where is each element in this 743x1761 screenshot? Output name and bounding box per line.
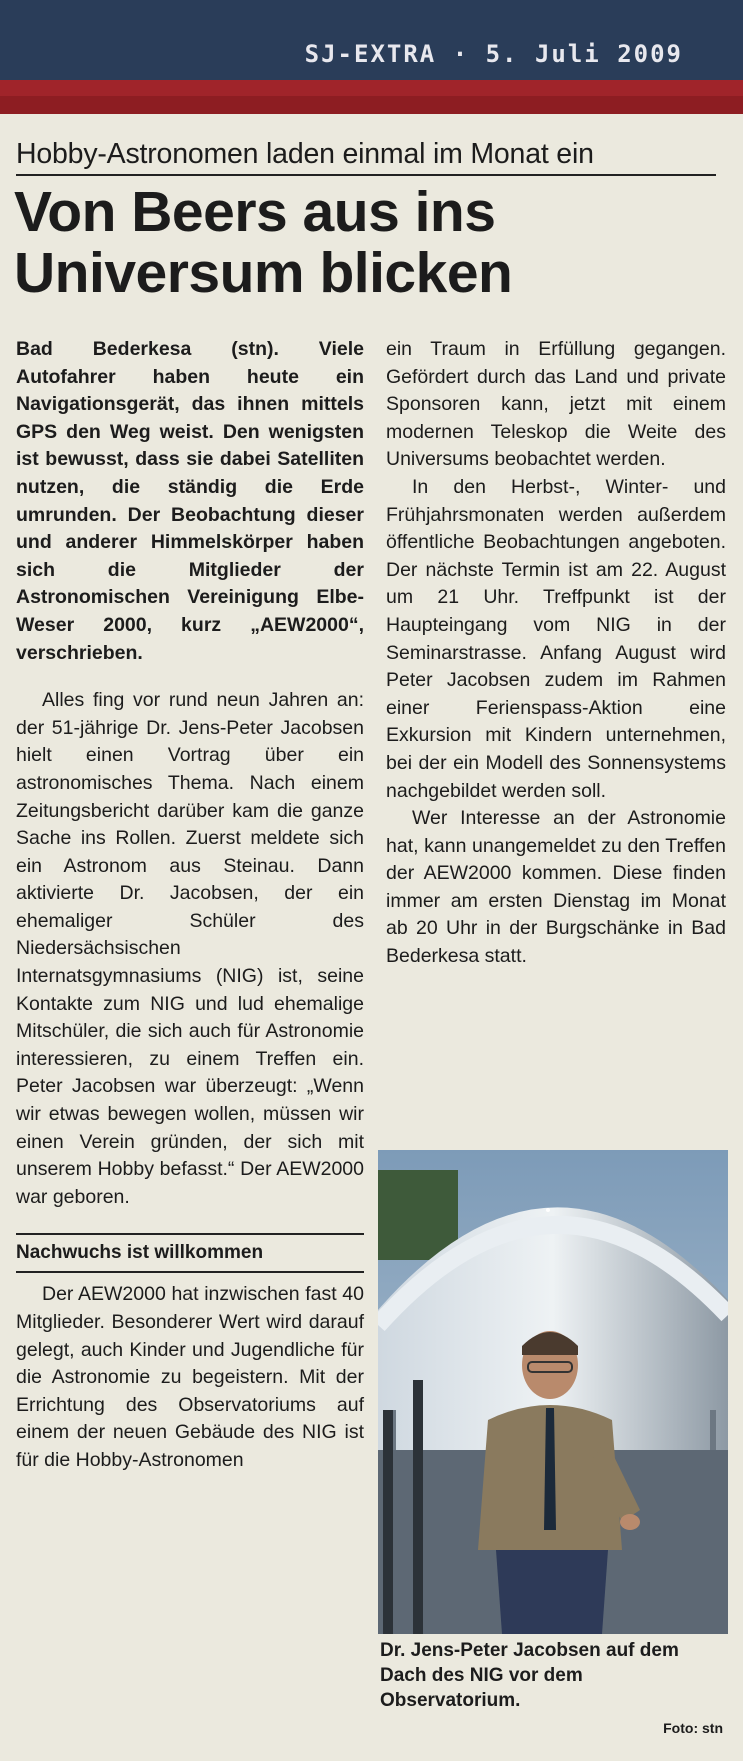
kicker: Hobby-Astronomen laden einmal im Monat ein [16, 138, 716, 176]
photo-illustration [378, 1150, 728, 1634]
article-column-1 [16, 336, 364, 1475]
photo-caption: Dr. Jens-Peter Jacobsen auf dem Dach des NIG vor dem Observatorium. [380, 1640, 679, 1711]
headline-line-2: Universum blicken [14, 241, 513, 305]
masthead-red-stripe-dark [0, 96, 743, 114]
headline [14, 182, 734, 304]
body-paragraph-1: Alles fing vor rund neun Jahren an: der 51-jährige Dr. Jens-Peter Jacobsen hielt einen Vortrag über ein astronomisches Thema. Nach einem Zeitungsbericht darüber kam die ganze Sache ins Rollen. Zuerst meldete sich ein Astronom aus Steinau. Dann aktivierte Dr. Jacobsen, der ein ehemaliger Schüler des Niedersächsischen Internatsgymnasiums (NIG) ist, seine Kontakte zum NIG und lud ehemalige Mitschüler, die sich auch für Astronomie interessieren, zu einem Treffen ein. Peter Jacobsen war überzeugt: „Wenn wir etwas bewegen wollen, müssen wir einen Verein gründen, der sich mit unserem Hobby befasst.“ Der AEW2000 war geboren. [16, 689, 364, 1208]
observatory-photo [378, 1150, 728, 1634]
photo-credit: Foto: stn [663, 1720, 723, 1736]
headline-line-1: Von Beers aus ins [14, 180, 496, 244]
lead-paragraph: Bad Bederkesa (stn). Viele Autofahrer haben heute ein Navigationsgerät, das ihnen mittels GPS den Weg weist. Den wenigsten ist bewusst, dass sie dabei Satelliten nutzen, die ständig die Erde umrunden. Der Beobachtung dieser und anderer Himmelskörper haben sich die Mitglieder der Astronomischen Vereinigung Elbe-Weser 2000, kurz „AEW2000“, verschrieben. [16, 338, 364, 664]
article-column-2 [386, 336, 726, 971]
body-paragraph-5: Wer Interesse an der Astronomie hat, kann unangemeldet zu den Treffen der AEW2000 kommen. Diese finden immer am ersten Dienstag im Monat ab 20 Uhr in der Burgschänke in Bad Bederkesa statt. [386, 807, 726, 968]
body-paragraph-3: ein Traum in Erfüllung gegangen. Gefördert durch das Land und private Sponsoren kann, jetzt mit einem modernen Teleskop die Weite des Universums beobachtet werden. [386, 338, 726, 471]
subheading: Nachwuchs ist willkommen [16, 1233, 364, 1273]
body-paragraph-4: In den Herbst-, Winter- und Frühjahrsmonaten werden außerdem öffentliche Beobachtungen angeboten. Der nächste Termin ist am 22. August um 21 Uhr. Treffpunkt ist der Haupteingang vom NIG in der Seminarstrasse. Anfang August wird Peter Jacobsen zudem im Rahmen einer Ferienspass-Aktion eine Exkursion mit Kindern unternehmen, bei der ein Modell des Sonnensystems nachgebildet werden soll. [386, 475, 726, 802]
body-paragraph-2: Der AEW2000 hat inzwischen fast 40 Mitglieder. Besonderer Wert wird darauf gelegt, auch Kinder und Jugendliche für die Astronomie zu begeistern. Mit der Errichtung des Observatoriums auf einem der neuen Gebäude des NIG ist für die Hobby-Astronomen [16, 1283, 364, 1471]
masthead-text: SJ-EXTRA · 5. Juli 2009 [304, 40, 683, 68]
